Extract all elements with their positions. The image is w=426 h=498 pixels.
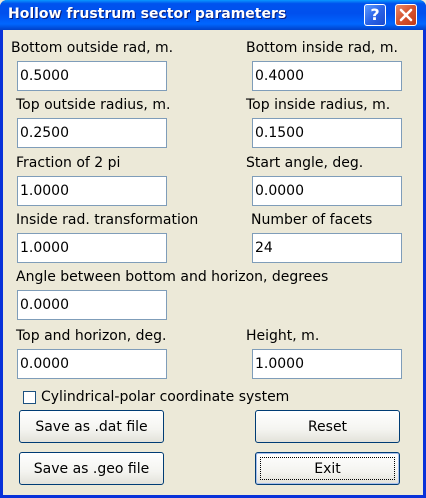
top-and-horizon-label: Top and horizon, deg. <box>16 328 167 344</box>
bottom-inside-rad-input[interactable]: 0.4000 <box>252 61 402 91</box>
bottom-outside-rad-input[interactable]: 0.5000 <box>17 61 167 91</box>
reset-button[interactable]: Reset <box>255 410 400 443</box>
inside-rad-transformation-input[interactable]: 1.0000 <box>17 233 167 263</box>
bottom-outside-rad-label: Bottom outside rad, m. <box>11 40 174 56</box>
top-and-horizon-input[interactable]: 0.0000 <box>17 349 167 379</box>
top-inside-radius-label: Top inside radius, m. <box>246 97 391 113</box>
number-of-facets-input[interactable]: 24 <box>252 233 402 263</box>
help-button[interactable] <box>364 4 386 26</box>
cylindrical-polar-checkbox[interactable] <box>23 391 36 404</box>
save-geo-button[interactable]: Save as .geo file <box>19 452 164 485</box>
question-mark-icon: ? <box>370 5 380 24</box>
title-bar[interactable] <box>0 0 426 30</box>
bottom-inside-rad-label: Bottom inside rad, m. <box>246 40 398 56</box>
close-button[interactable] <box>395 4 417 26</box>
close-x-icon <box>399 8 413 22</box>
exit-button-label: Exit <box>314 460 341 477</box>
height-input[interactable]: 1.0000 <box>252 349 402 379</box>
height-label: Height, m. <box>246 328 320 344</box>
start-angle-input[interactable]: 0.0000 <box>252 176 402 206</box>
angle-bottom-horizon-input[interactable]: 0.0000 <box>17 290 167 320</box>
top-outside-radius-label: Top outside radius, m. <box>16 97 171 113</box>
inside-rad-transformation-label: Inside rad. transformation <box>16 212 199 228</box>
exit-button[interactable] <box>255 452 400 485</box>
window-title: Hollow frustrum sector parameters <box>8 6 287 22</box>
top-outside-radius-input[interactable]: 0.2500 <box>17 118 167 148</box>
start-angle-label: Start angle, deg. <box>246 155 364 171</box>
top-inside-radius-input[interactable]: 0.1500 <box>252 118 402 148</box>
number-of-facets-label: Number of facets <box>251 212 373 228</box>
cylindrical-polar-label[interactable]: Cylindrical-polar coordinate system <box>41 389 290 405</box>
fraction-of-2pi-label: Fraction of 2 pi <box>16 155 121 171</box>
save-dat-button[interactable]: Save as .dat file <box>19 410 164 443</box>
fraction-of-2pi-input[interactable]: 1.0000 <box>17 176 167 206</box>
angle-bottom-horizon-label: Angle between bottom and horizon, degrees <box>16 269 329 285</box>
